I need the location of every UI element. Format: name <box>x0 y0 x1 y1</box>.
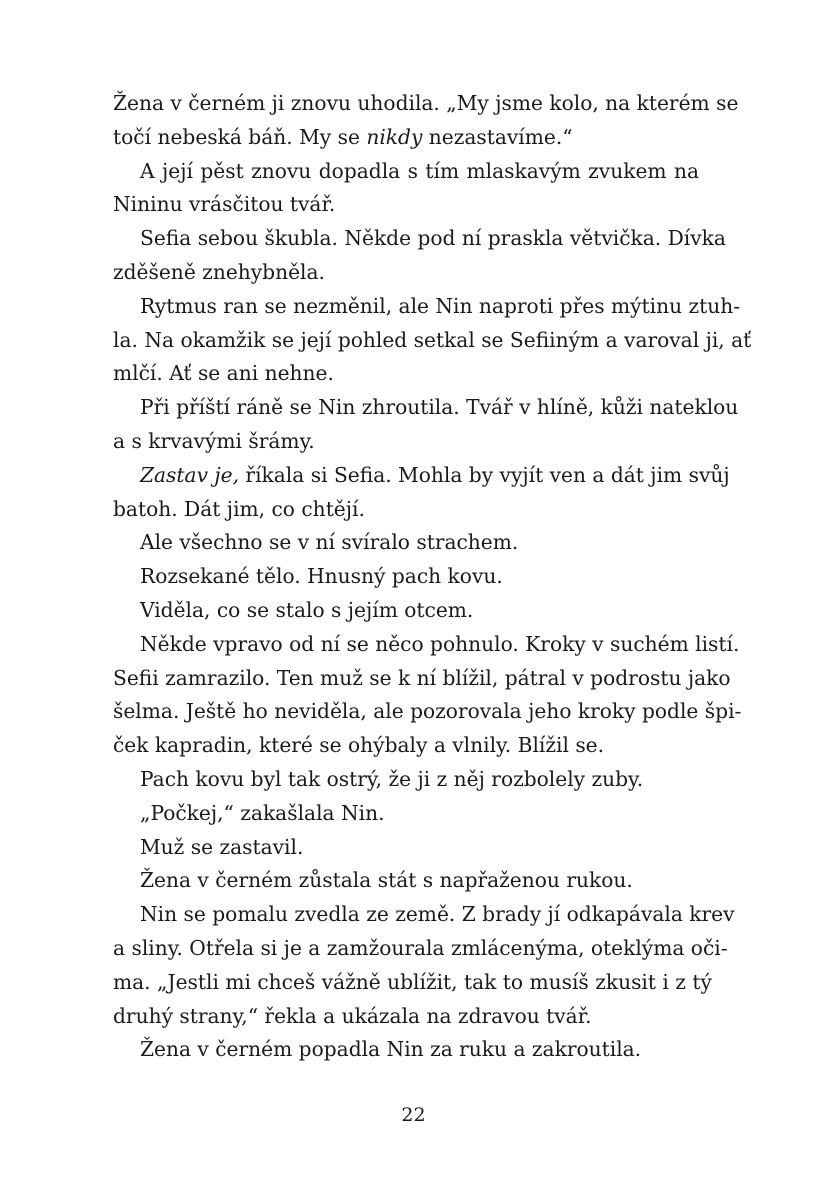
text-line: Sefii zamrazilo. Ten muž se k ní blížil, pátral v podrostu jako <box>113 665 731 690</box>
text-line: la. Na okamžik se její pohled setkal se Sefiiným a varoval ji, ať <box>113 327 752 352</box>
text-line: točí nebeská báň. My se nikdy nezastavíme.“ <box>113 124 573 149</box>
text-line: ček kapradin, které se ohýbaly a vlnily. Blížil se. <box>113 733 605 758</box>
text-line: šelma. Ještě ho neviděla, ale pozorovala jeho kroky podle špi- <box>113 699 742 724</box>
text-line: Rytmus ran se nezměnil, ale Nin naproti přes mýtinu ztuh- <box>140 293 741 318</box>
text-line: druhý strany,“ řekla a ukázala na zdravou tvář. <box>113 1003 592 1028</box>
text-line: Žena v černém popadla Nin za ruku a zakroutila. <box>140 1037 642 1062</box>
text-line: Rozsekané tělo. Hnusný pach kovu. <box>140 564 503 589</box>
page-number: 22 <box>401 1104 426 1126</box>
text-line: Ale všechno se v ní svíralo strachem. <box>140 530 519 555</box>
text-line: Žena v černém zůstala stát s napřaženou rukou. <box>140 868 633 893</box>
text-line: Zastav je, říkala si Sefia. Mohla by vyjít ven a dát jim svůj <box>140 462 730 487</box>
italic-emphasis: Zastav je, <box>140 462 240 487</box>
text-line: „Počkej,“ zakašlala Nin. <box>140 800 385 825</box>
text-line: a sliny. Otřela si je a zamžourala zmlácenýma, oteklýma oči- <box>113 935 728 960</box>
text-line: a s krvavými šrámy. <box>113 428 315 453</box>
text-line: ma. „Jestli mi chceš vážně ublížit, tak to musíš zkusit i z tý <box>113 969 712 994</box>
italic-emphasis: nikdy <box>366 124 423 149</box>
text-line: batoh. Dát jim, co chtějí. <box>113 496 365 521</box>
text-line: Žena v černém ji znovu uhodila. „My jsme kolo, na kterém se <box>113 91 739 115</box>
text-line: Nin se pomalu zvedla ze země. Z brady jí odkapávala krev <box>140 902 735 927</box>
text-line: Někde vpravo od ní se něco pohnulo. Kroky v suchém listí. <box>140 631 740 656</box>
text-line: Při příští ráně se Nin zhroutila. Tvář v hlíně, kůži nateklou <box>140 395 739 420</box>
body-text <box>113 87 752 1067</box>
text-line: mlčí. Ať se ani nehne. <box>113 361 334 386</box>
text-line: Nininu vrásčitou tvář. <box>113 192 336 217</box>
text-line: zděšeně znehybněla. <box>113 259 325 284</box>
text-line: Muž se zastavil. <box>140 834 304 859</box>
text-line: A její pěst znovu dopadla s tím mlaskavým zvukem na <box>140 158 699 183</box>
text-line: Viděla, co se stalo s jejím otcem. <box>140 597 474 622</box>
text-line: Sefia sebou škubla. Někde pod ní praskla větvička. Dívka <box>140 226 726 251</box>
text-line: Pach kovu byl tak ostrý, že ji z něj rozbolely zuby. <box>140 766 644 791</box>
